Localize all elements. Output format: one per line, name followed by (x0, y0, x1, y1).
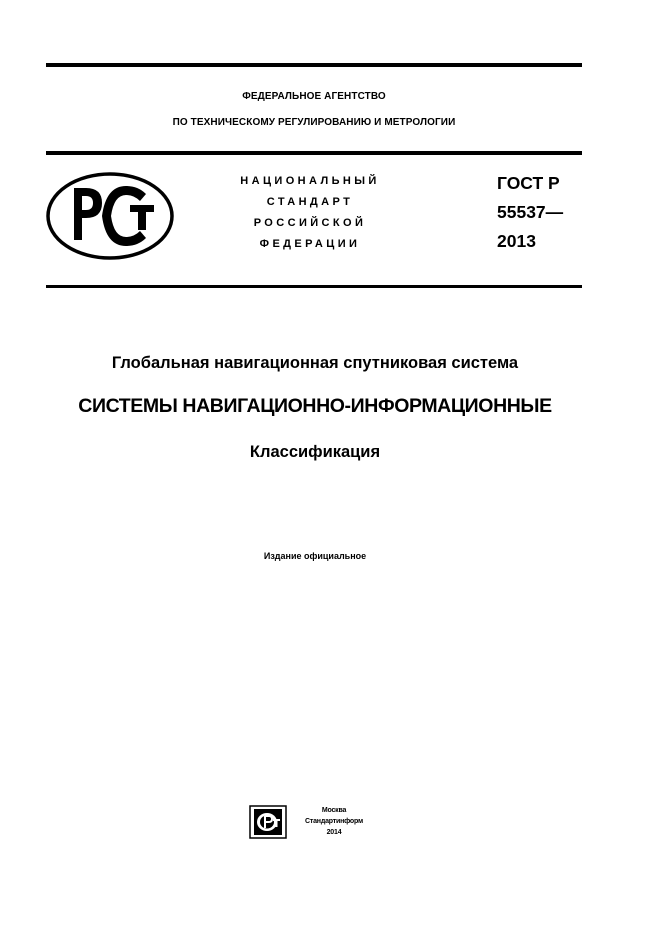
document-title-line1: Глобальная навигационная спутниковая система (111, 354, 519, 372)
standard-type (230, 171, 390, 255)
standard-designation (497, 169, 563, 256)
document-title-line3: Классификация (249, 443, 381, 461)
document-title-line2: СИСТЕМЫ НАВИГАЦИОННО-ИНФОРМАЦИОННЫЕ (78, 395, 552, 417)
publisher-city: Москва (321, 807, 347, 814)
standard-type-line: СТАНДАРТ (266, 196, 354, 208)
standard-type-line: ФЕДЕРАЦИИ (259, 238, 361, 250)
rst-logo-icon (46, 172, 174, 260)
publisher-name: Стандартинформ (305, 818, 363, 825)
publisher-year: 2014 (326, 829, 342, 836)
designation-line: 2013 (497, 231, 536, 251)
standard-type-line: РОССИЙСКОЙ (253, 217, 367, 229)
middle-divider (46, 151, 582, 155)
top-divider (46, 63, 582, 67)
designation-line: ГОСТ Р (497, 173, 560, 193)
edition-label: Издание официальное (263, 551, 367, 561)
agency-name-line2: ПО ТЕХНИЧЕСКОМУ РЕГУЛИРОВАНИЮ И МЕТРОЛОГИИ (172, 117, 456, 128)
publisher-info (296, 805, 372, 838)
standard-type-line: НАЦИОНАЛЬНЫЙ (240, 175, 380, 187)
designation-line: 55537— (497, 202, 564, 222)
agency-name-line1: ФЕДЕРАЛЬНОЕ АГЕНТСТВО (242, 91, 386, 102)
standartinform-logo-icon (249, 805, 287, 839)
bottom-divider (46, 285, 582, 288)
